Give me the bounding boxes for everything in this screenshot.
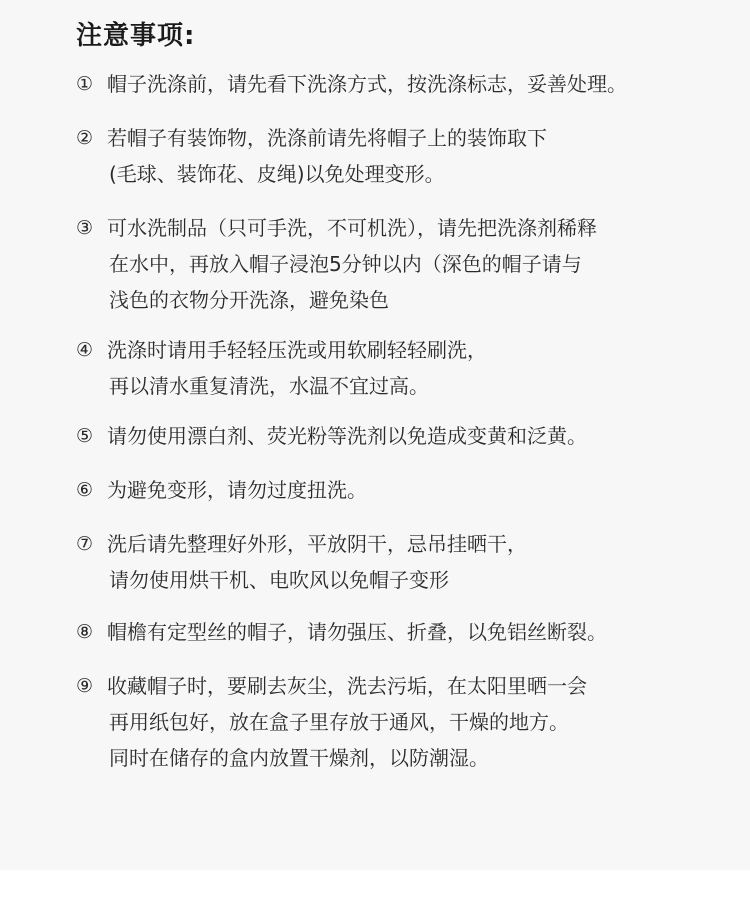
item-text: (毛球、装饰花、皮绳)以免处理变形。 xyxy=(109,162,445,186)
item-text: 洗涤时请用手轻轻压洗或用软刷轻轻刷洗， xyxy=(107,338,487,362)
list-item xyxy=(76,614,607,650)
list-item xyxy=(76,120,547,192)
item-number: ⑥ xyxy=(76,479,94,501)
list-item xyxy=(76,418,587,454)
list-item xyxy=(76,668,587,776)
item-number: ⑤ xyxy=(76,425,94,447)
item-text: 可水洗制品（只可手洗，不可机洗），请先把洗涤剂稀释 xyxy=(107,216,597,240)
item-number: ⑦ xyxy=(76,533,94,555)
item-text: 收藏帽子时，要刷去灰尘，洗去污垢，在太阳里晒一会 xyxy=(107,674,587,698)
item-text: 为避免变形，请勿过度扭洗。 xyxy=(107,478,367,502)
item-text: 在水中，再放入帽子浸泡5分钟以内（深色的帽子请与 xyxy=(109,252,582,276)
item-text: 请勿使用漂白剂、荧光粉等洗剂以免造成变黄和泛黄。 xyxy=(107,424,587,448)
item-text: 洗后请先整理好外形，平放阴干，忌吊挂晒干， xyxy=(107,532,527,556)
item-text: 帽子洗涤前，请先看下洗涤方式，按洗涤标志，妥善处理。 xyxy=(107,72,627,96)
page-title: 注意事项: xyxy=(76,21,196,51)
list-item xyxy=(76,332,487,404)
list-item xyxy=(76,210,597,318)
item-text: 再用纸包好，放在盒子里存放于通风，干燥的地方。 xyxy=(109,710,569,734)
item-number: ② xyxy=(76,127,94,149)
item-text: 若帽子有装饰物，洗涤前请先将帽子上的装饰取下 xyxy=(107,126,547,150)
item-number: ③ xyxy=(76,217,94,239)
item-text: 浅色的衣物分开洗涤，避免染色 xyxy=(109,288,389,312)
item-number: ① xyxy=(76,73,94,95)
item-number: ⑧ xyxy=(76,621,94,643)
item-text: 请勿使用烘干机、电吹风以免帽子变形 xyxy=(109,568,449,592)
list-item xyxy=(76,526,527,598)
item-number: ④ xyxy=(76,339,94,361)
list-item xyxy=(76,66,627,102)
item-text: 同时在储存的盒内放置干燥剂，以防潮湿。 xyxy=(109,746,489,770)
item-number: ⑨ xyxy=(76,675,94,697)
item-text: 再以清水重复清洗，水温不宜过高。 xyxy=(109,374,429,398)
list-item xyxy=(76,472,367,508)
item-text: 帽檐有定型丝的帽子，请勿强压、折叠，以免铝丝断裂。 xyxy=(107,620,607,644)
